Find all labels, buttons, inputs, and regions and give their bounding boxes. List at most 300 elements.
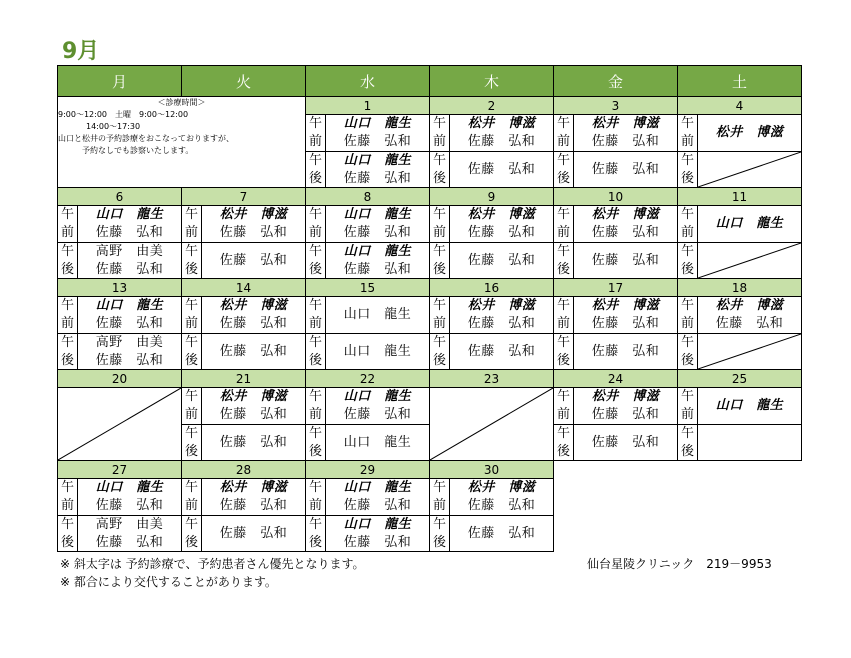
session-pm	[306, 424, 429, 460]
date-number: 10	[554, 188, 677, 206]
doctor-list	[574, 243, 677, 278]
week-row	[58, 461, 802, 552]
session-am	[306, 297, 429, 333]
doctor-list	[574, 297, 677, 333]
doctor-name: 佐藤 弘和	[95, 316, 164, 331]
doctor-name: 佐藤 弘和	[219, 225, 288, 240]
doctor-name: 佐藤 弘和	[343, 134, 412, 149]
doctor-list	[574, 152, 677, 187]
closed-slash	[698, 334, 801, 369]
date-number: 17	[554, 279, 677, 297]
doctor-name: 佐藤 弘和	[591, 407, 660, 422]
doctor-list	[326, 388, 429, 424]
doctor-list	[326, 297, 429, 333]
day-cell	[306, 188, 430, 279]
doctor-name: 山口 龍生	[343, 307, 412, 322]
session-pm	[58, 515, 181, 551]
day-cell	[678, 370, 802, 461]
weekday-mon: 月	[58, 66, 182, 97]
doctor-list	[326, 115, 429, 151]
session-label-am: 午前	[678, 115, 698, 151]
session-label-pm: 午後	[306, 243, 326, 278]
session-label-pm: 午後	[430, 152, 450, 187]
session-label-am: 午前	[430, 115, 450, 151]
session-am	[58, 479, 181, 515]
day-cell	[306, 461, 430, 552]
doctor-name: 佐藤 弘和	[591, 434, 660, 450]
reserved-doctor-name: 山口 龍生	[95, 298, 164, 313]
doctor-list	[78, 206, 181, 242]
date-number: 8	[306, 188, 429, 206]
session-am	[430, 115, 553, 151]
doctor-name: 佐藤 弘和	[343, 407, 412, 422]
session-pm	[306, 333, 429, 369]
weekday-wed: 水	[306, 66, 430, 97]
session-pm	[306, 242, 429, 278]
doctor-list	[698, 115, 801, 151]
doctor-name: 高野 由美	[95, 243, 164, 259]
doctor-list	[326, 516, 429, 551]
doctor-list	[78, 334, 181, 369]
session-label-pm: 午後	[58, 243, 78, 278]
empty-cell	[678, 461, 802, 552]
session-pm	[554, 333, 677, 369]
doctor-list	[202, 243, 305, 278]
session-label-am: 午前	[554, 115, 574, 151]
doctor-name: 佐藤 弘和	[219, 498, 288, 513]
day-cell	[58, 188, 182, 279]
session-label-pm: 午後	[678, 152, 698, 187]
doctor-list	[574, 206, 677, 242]
session-label-am: 午前	[306, 479, 326, 515]
footer-note-substitution: ※ 都合により交代することがあります。	[60, 575, 277, 589]
session-label-pm: 午後	[306, 152, 326, 187]
date-number: 22	[306, 370, 429, 388]
doctor-name: 佐藤 弘和	[591, 225, 660, 240]
date-number: 25	[678, 370, 801, 388]
session-label-pm: 午後	[58, 516, 78, 551]
session-label-am: 午前	[554, 297, 574, 333]
session-label-am: 午前	[58, 479, 78, 515]
session-pm	[554, 242, 677, 278]
doctor-list	[202, 516, 305, 551]
reserved-doctor-name: 松井 博滋	[467, 207, 536, 222]
date-number: 6	[58, 188, 181, 206]
doctor-name: 佐藤 弘和	[95, 498, 164, 513]
session-label-pm: 午後	[554, 243, 574, 278]
session-am	[554, 115, 677, 151]
month-title: 9月	[62, 39, 100, 64]
date-number: 13	[58, 279, 181, 297]
session-label-pm: 午後	[430, 243, 450, 278]
session-closed	[698, 334, 801, 369]
doctor-name: 佐藤 弘和	[467, 225, 536, 240]
session-label-am: 午前	[306, 115, 326, 151]
session-label-pm: 午後	[58, 334, 78, 369]
doctor-list	[78, 479, 181, 515]
reserved-doctor-name: 松井 博滋	[219, 207, 288, 222]
session-pm	[58, 333, 181, 369]
closed-slash-line	[698, 243, 801, 278]
session-label-am: 午前	[182, 206, 202, 242]
session-label-am: 午前	[430, 206, 450, 242]
session-label-pm: 午後	[182, 516, 202, 551]
hours-note-line: 14:00〜17:30	[86, 122, 141, 131]
day-cell	[58, 461, 182, 552]
session-label-am: 午前	[430, 297, 450, 333]
doctor-list	[698, 425, 801, 460]
doctor-list	[326, 243, 429, 278]
doctor-list	[78, 516, 181, 551]
doctor-name: 佐藤 弘和	[343, 170, 412, 186]
reserved-doctor-name: 山口 龍生	[343, 389, 412, 404]
reserved-doctor-name: 山口 龍生	[715, 216, 784, 231]
session-pm	[554, 151, 677, 187]
doctor-list	[574, 425, 677, 460]
closed-slash	[58, 388, 181, 460]
session-am	[182, 297, 305, 333]
session-pm	[678, 333, 801, 369]
doctor-name: 山口 龍生	[343, 434, 412, 450]
session-am	[678, 115, 801, 151]
session-pm	[306, 151, 429, 187]
session-am	[678, 388, 801, 424]
doctor-name: 佐藤 弘和	[95, 352, 164, 368]
doctor-name: 佐藤 弘和	[219, 316, 288, 331]
reserved-doctor-name: 山口 龍生	[343, 480, 412, 495]
doctor-name: 佐藤 弘和	[219, 343, 288, 359]
hours-note-line: 予約なしでも診察いたします。	[82, 146, 194, 155]
day-cell	[430, 97, 554, 188]
session-pm	[678, 151, 801, 187]
reserved-doctor-name: 松井 博滋	[219, 480, 288, 495]
session-am	[306, 479, 429, 515]
session-pm	[182, 424, 305, 460]
date-number: 3	[554, 97, 677, 115]
doctor-name: 佐藤 弘和	[591, 252, 660, 268]
reserved-doctor-name: 松井 博滋	[467, 480, 536, 495]
session-pm	[430, 151, 553, 187]
session-am	[306, 115, 429, 151]
doctor-name: 佐藤 弘和	[219, 407, 288, 422]
closed-slash-line	[698, 152, 801, 187]
doctor-name: 佐藤 弘和	[467, 252, 536, 268]
session-am	[430, 479, 553, 515]
empty-cell	[554, 461, 678, 552]
footer-note-reservation: ※ 斜太字は 予約診療で、予約患者さん優先となります。	[60, 557, 365, 571]
date-number: 1	[306, 97, 429, 115]
date-number: 16	[430, 279, 553, 297]
doctor-list	[574, 115, 677, 151]
session-closed	[698, 152, 801, 187]
day-cell	[554, 279, 678, 370]
doctor-list	[450, 152, 553, 187]
session-label-am: 午前	[58, 206, 78, 242]
doctor-name: 高野 由美	[95, 516, 164, 532]
session-pm	[182, 515, 305, 551]
doctor-list	[326, 479, 429, 515]
reserved-doctor-name: 山口 龍生	[343, 116, 412, 131]
day-cell	[58, 279, 182, 370]
session-label-pm: 午後	[306, 334, 326, 369]
doctor-name: 佐藤 弘和	[467, 498, 536, 513]
session-label-am: 午前	[182, 297, 202, 333]
doctor-list	[202, 206, 305, 242]
session-am	[182, 206, 305, 242]
doctor-list	[202, 297, 305, 333]
doctor-name: 佐藤 弘和	[467, 316, 536, 331]
closed-slash-line	[430, 388, 553, 460]
hours-note-line: 山口と松井の予約診療をおこなっておりますが、	[58, 134, 234, 143]
closed-slash	[430, 388, 553, 460]
reserved-doctor-name: 山口 龍生	[343, 152, 412, 168]
session-am	[182, 388, 305, 424]
day-cell	[554, 97, 678, 188]
session-label-am: 午前	[306, 297, 326, 333]
date-number: 30	[430, 461, 553, 479]
session-pm	[430, 515, 553, 551]
doctor-list	[326, 334, 429, 369]
session-label-am: 午前	[182, 388, 202, 424]
doctor-list	[326, 152, 429, 187]
reserved-doctor-name: 松井 博滋	[591, 116, 660, 131]
date-number: 29	[306, 461, 429, 479]
hours-note-line: 9:00〜12:00 土曜 9:00〜12:00	[58, 110, 189, 119]
session-am	[306, 206, 429, 242]
session-pm	[306, 515, 429, 551]
reserved-doctor-name: 山口 龍生	[95, 207, 164, 222]
day-cell	[58, 370, 182, 461]
day-cell	[430, 370, 554, 461]
reserved-doctor-name: 松井 博滋	[591, 298, 660, 313]
session-label-pm: 午後	[554, 152, 574, 187]
doctor-name: 佐藤 弘和	[95, 534, 164, 550]
session-label-am: 午前	[678, 206, 698, 242]
reserved-doctor-name: 松井 博滋	[467, 116, 536, 131]
reserved-doctor-name: 山口 龍生	[715, 398, 784, 413]
reserved-doctor-name: 山口 龍生	[343, 207, 412, 222]
date-number: 23	[430, 370, 553, 388]
session-am	[678, 297, 801, 333]
date-number: 7	[182, 188, 305, 206]
day-cell	[678, 279, 802, 370]
day-cell	[554, 370, 678, 461]
session-pm	[678, 242, 801, 278]
doctor-name: 佐藤 弘和	[219, 525, 288, 541]
closed-day	[430, 388, 553, 460]
doctor-list	[78, 243, 181, 278]
doctor-name: 佐藤 弘和	[591, 134, 660, 149]
doctor-list	[450, 297, 553, 333]
session-am	[554, 297, 677, 333]
session-label-am: 午前	[430, 479, 450, 515]
session-am	[430, 206, 553, 242]
session-label-am: 午前	[306, 388, 326, 424]
session-label-pm: 午後	[182, 243, 202, 278]
day-cell	[182, 188, 306, 279]
reserved-doctor-name: 松井 博滋	[219, 389, 288, 404]
session-label-pm: 午後	[554, 334, 574, 369]
day-cell	[306, 370, 430, 461]
session-label-am: 午前	[678, 297, 698, 333]
date-number: 27	[58, 461, 181, 479]
week-row	[58, 97, 802, 188]
weekday-sat: 土	[678, 66, 802, 97]
session-label-pm: 午後	[554, 425, 574, 460]
closed-day	[58, 388, 181, 460]
doctor-list	[574, 388, 677, 424]
session-pm	[678, 424, 801, 460]
doctor-name: 佐藤 弘和	[591, 316, 660, 331]
session-pm	[430, 242, 553, 278]
day-cell	[678, 188, 802, 279]
reserved-doctor-name: 松井 博滋	[467, 298, 536, 313]
session-pm	[430, 333, 553, 369]
day-cell	[182, 461, 306, 552]
reserved-doctor-name: 山口 龍生	[343, 516, 412, 532]
reserved-doctor-name: 松井 博滋	[715, 125, 784, 140]
clinic-name-phone: 仙台星陵クリニック 219－9953	[587, 557, 772, 571]
day-cell	[306, 279, 430, 370]
session-label-am: 午前	[306, 206, 326, 242]
week-row	[58, 279, 802, 370]
day-cell	[430, 188, 554, 279]
session-label-pm: 午後	[678, 334, 698, 369]
session-pm	[182, 242, 305, 278]
session-label-pm: 午後	[306, 516, 326, 551]
session-label-am: 午前	[182, 479, 202, 515]
doctor-name: 佐藤 弘和	[343, 261, 412, 277]
doctor-name: 佐藤 弘和	[591, 343, 660, 359]
session-label-am: 午前	[554, 388, 574, 424]
week-row	[58, 188, 802, 279]
day-cell	[306, 97, 430, 188]
doctor-name: 佐藤 弘和	[467, 525, 536, 541]
session-am	[554, 388, 677, 424]
hours-note-title: ＜診療時間＞	[157, 98, 206, 107]
reserved-doctor-name: 松井 博滋	[219, 298, 288, 313]
weekday-header-row	[58, 66, 802, 97]
doctor-name: 佐藤 弘和	[343, 498, 412, 513]
session-label-pm: 午後	[430, 516, 450, 551]
session-label-pm: 午後	[182, 425, 202, 460]
session-closed	[698, 243, 801, 278]
doctor-name: 山口 龍生	[343, 343, 412, 359]
date-number: 20	[58, 370, 181, 388]
doctor-name: 佐藤 弘和	[467, 343, 536, 359]
day-cell	[430, 279, 554, 370]
session-pm	[554, 424, 677, 460]
doctor-list	[450, 516, 553, 551]
doctor-name: 佐藤 弘和	[591, 161, 660, 177]
doctor-name: 佐藤 弘和	[715, 316, 784, 331]
day-cell	[182, 370, 306, 461]
doctor-name: 佐藤 弘和	[467, 161, 536, 177]
day-cell	[678, 97, 802, 188]
date-number: 24	[554, 370, 677, 388]
session-am	[306, 388, 429, 424]
doctor-list	[450, 115, 553, 151]
session-label-am: 午前	[678, 388, 698, 424]
session-am	[182, 479, 305, 515]
closed-slash	[698, 243, 801, 278]
doctor-name: 佐藤 弘和	[95, 261, 164, 277]
weekday-fri: 金	[554, 66, 678, 97]
reserved-doctor-name: 松井 博滋	[591, 207, 660, 222]
closed-slash-line	[58, 388, 181, 460]
closed-slash-line	[698, 334, 801, 369]
doctor-name: 佐藤 弘和	[219, 434, 288, 450]
session-am	[58, 297, 181, 333]
doctor-list	[698, 206, 801, 242]
session-pm	[182, 333, 305, 369]
day-cell	[430, 461, 554, 552]
date-number: 21	[182, 370, 305, 388]
session-label-pm: 午後	[678, 425, 698, 460]
reserved-doctor-name: 山口 龍生	[343, 243, 412, 259]
doctor-list	[202, 479, 305, 515]
doctor-name: 佐藤 弘和	[95, 225, 164, 240]
date-number: 28	[182, 461, 305, 479]
date-number: 14	[182, 279, 305, 297]
doctor-list	[698, 297, 801, 333]
session-am	[554, 206, 677, 242]
week-row	[58, 370, 802, 461]
doctor-name: 佐藤 弘和	[343, 534, 412, 550]
doctor-name: 佐藤 弘和	[467, 134, 536, 149]
session-label-pm: 午後	[182, 334, 202, 369]
reserved-doctor-name: 松井 博滋	[715, 298, 784, 313]
doctor-list	[78, 297, 181, 333]
session-label-pm: 午後	[306, 425, 326, 460]
doctor-list	[450, 479, 553, 515]
doctor-name: 高野 由美	[95, 334, 164, 350]
date-number: 11	[678, 188, 801, 206]
schedule-calendar	[57, 65, 802, 552]
doctor-name: 佐藤 弘和	[219, 252, 288, 268]
doctor-list	[326, 425, 429, 460]
doctor-list	[202, 334, 305, 369]
closed-slash	[698, 152, 801, 187]
hours-note	[58, 97, 306, 188]
doctor-list	[202, 388, 305, 424]
session-am	[678, 206, 801, 242]
reserved-doctor-name: 松井 博滋	[591, 389, 660, 404]
date-number: 15	[306, 279, 429, 297]
doctor-list	[698, 388, 801, 424]
date-number: 2	[430, 97, 553, 115]
doctor-list	[574, 334, 677, 369]
doctor-list	[450, 243, 553, 278]
session-pm	[58, 242, 181, 278]
session-label-am: 午前	[554, 206, 574, 242]
day-cell	[554, 188, 678, 279]
weekday-thu: 木	[430, 66, 554, 97]
session-label-am: 午前	[58, 297, 78, 333]
date-number: 18	[678, 279, 801, 297]
session-am	[430, 297, 553, 333]
doctor-list	[450, 334, 553, 369]
reserved-doctor-name: 山口 龍生	[95, 480, 164, 495]
doctor-name: 佐藤 弘和	[343, 225, 412, 240]
doctor-list	[450, 206, 553, 242]
session-label-pm: 午後	[678, 243, 698, 278]
day-cell	[182, 279, 306, 370]
date-number: 9	[430, 188, 553, 206]
weekday-tue: 火	[182, 66, 306, 97]
doctor-list	[326, 206, 429, 242]
doctor-list	[202, 425, 305, 460]
